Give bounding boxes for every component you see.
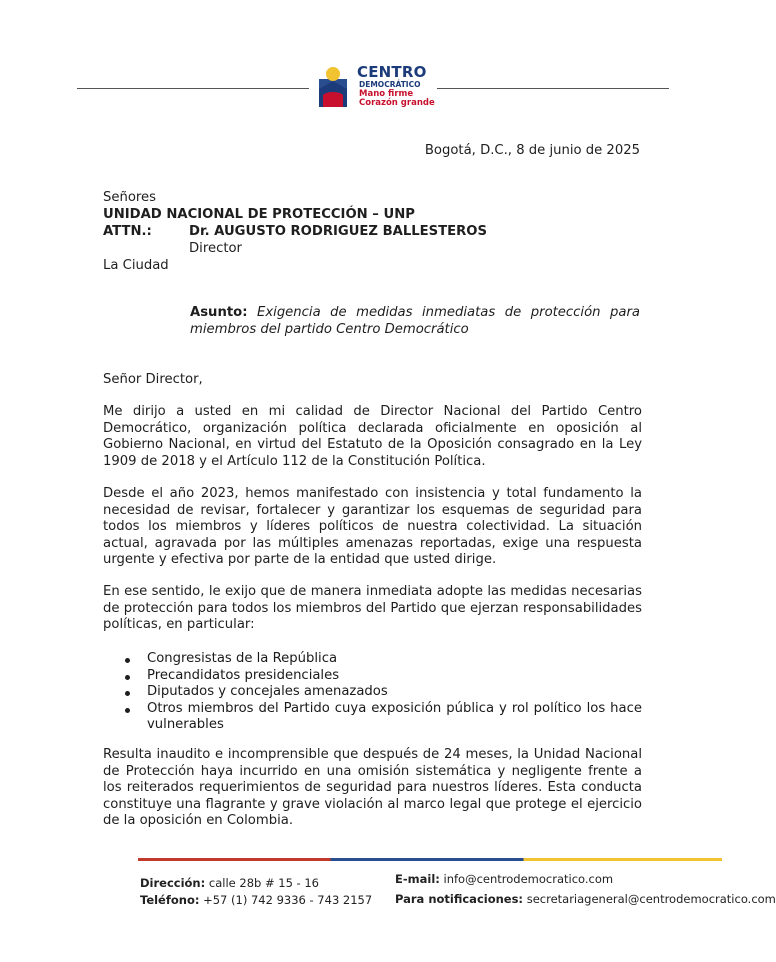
party-logo-icon (313, 65, 353, 109)
list-item-text: Diputados y concejales amenazados (147, 684, 388, 700)
phone-value: +57 (1) 742 9336 - 743 2157 (203, 893, 373, 907)
subject-line (190, 305, 640, 338)
party-logo (313, 63, 443, 113)
paragraph-3 (103, 584, 642, 634)
protection-list (103, 651, 642, 734)
address-label: Dirección: (140, 876, 206, 890)
attn-label: ATTN.: (103, 224, 152, 239)
notifications-label: Para notificaciones: (395, 892, 524, 906)
paragraph-2 (103, 486, 642, 569)
letter-date: Bogotá, D.C., 8 de junio de 2025 (424, 143, 640, 158)
header-rule-right (437, 88, 669, 89)
recipient-city: La Ciudad (103, 258, 169, 273)
paragraph-1-text: Me dirijo a usted en mi calidad de Director Nacional del Partido Centro Democrático, organización política declarada oficialmente en oposición al Gobierno Nacional, en virtud del Estatuto de la Oposición consagrado en la Ley 1909 de 2018 y el Artículo 112 de la Constitución Política. (103, 404, 642, 469)
footer-address (140, 876, 319, 890)
notifications-email-link[interactable]: secretariageneral@centrodemocratico.com (526, 892, 776, 906)
bullet-icon (125, 708, 130, 713)
logo-brand-line2: DEMOCRÁTICO (359, 80, 421, 89)
bullet-icon (125, 691, 130, 696)
recipient-organization: UNIDAD NACIONAL DE PROTECCIÓN – UNP (103, 207, 415, 222)
header-rule-left (77, 88, 309, 89)
list-item (103, 701, 642, 734)
list-item-text: Congresistas de la República (147, 651, 338, 666)
paragraph-3-text: En ese sentido, le exijo que de manera inmediata adopte las medidas necesarias de protección para todos los miembros del Partido que ejerzan responsabilidades políticas, en particular: (103, 584, 642, 633)
list-item (103, 668, 642, 685)
paragraph-4 (103, 747, 642, 830)
recipient-title: Director (189, 241, 242, 256)
logo-slogan-line2: Corazón grande (359, 98, 435, 108)
footer-email (395, 872, 613, 886)
list-item (103, 651, 642, 668)
paragraph-2-text: Desde el año 2023, hemos manifestado con insistencia y total fundamento la necesidad de revisar, fortalecer y garantizar los esquemas de seguridad para todos los miembros y líderes políticos de nuestra colectividad. La situación actual, agravada por las múltiples amenazas reportadas, exige una respuesta urgente y efectiva por parte de la entidad que usted dirige. (103, 486, 642, 568)
paragraph-1 (103, 404, 642, 470)
phone-label: Teléfono: (140, 893, 200, 907)
bullet-icon (125, 675, 130, 680)
footer-color-bar (138, 858, 722, 861)
paragraph-4-text: Resulta inaudito e incomprensible que después de 24 meses, la Unidad Nacional de Protección haya incurrido en una omisión sistemática y negligente frente a los reiterados requerimientos de seguridad para nuestros líderes. Esta conducta constituye una flagrante y grave violación al marco legal que protege el ejercicio de la oposición en Colombia. (103, 747, 642, 829)
list-item-text: Otros miembros del Partido cuya exposición pública y rol político los hace vulnerables (147, 700, 642, 733)
attn-name: Dr. AUGUSTO RODRIGUEZ BALLESTEROS (189, 224, 488, 239)
email-label: E-mail: (395, 872, 440, 886)
recipient-salutation-line: Señores (103, 190, 157, 205)
email-link[interactable]: info@centrodemocratico.com (443, 872, 614, 886)
subject-text: Exigencia de medidas inmediatas de protección para miembros del partido Centro Democrático (190, 305, 640, 337)
bullet-icon (125, 658, 130, 663)
address-value: calle 28b # 15 - 16 (208, 876, 319, 890)
logo-slogan (359, 90, 435, 108)
recipient-title-row (103, 241, 643, 258)
footer-phone (140, 893, 372, 907)
subject-label: Asunto: (190, 305, 248, 320)
footer-notifications (395, 892, 776, 906)
recipient-attn-row (103, 224, 643, 241)
list-item-text: Precandidatos presidenciales (147, 667, 340, 683)
greeting: Señor Director, (103, 372, 203, 387)
list-item (103, 684, 642, 701)
logo-slogan-line1: Mano firme (359, 89, 414, 99)
recipient-block (103, 190, 643, 275)
logo-brand-line1: CENTRO (357, 63, 427, 81)
